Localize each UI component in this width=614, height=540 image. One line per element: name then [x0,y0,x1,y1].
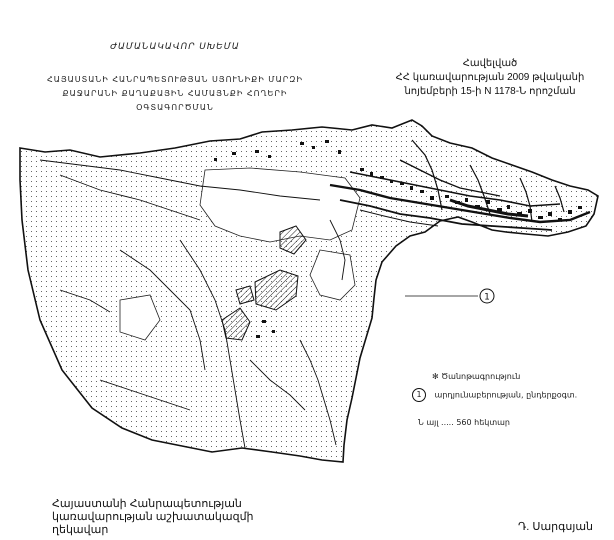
map-subtitle-line2: ՔԱՋԱՐԱՆԻ ՔԱՂԱՔԱՅԻՆ ՀԱՄԱՅՆՔԻ ՀՈՂԵՐԻ [62,89,288,98]
signatory-name: Դ. Սարգսյան [518,521,594,533]
legend-circle-icon: 1 [412,388,426,402]
community-boundary [20,120,598,462]
map-title: ԺԱՄԱՆԱԿԱՎՈՐ ՍԽԵՄԱ [110,42,240,52]
appendix-label: Հավելված [462,58,518,69]
marker-label-1: 1 [484,292,490,303]
signatory-title-line2: կառավարության աշխատակազմի [52,511,254,523]
signatory-title-line3: ղեկավար [52,524,109,536]
legend-item-industrial [412,388,602,402]
legend-area: Ն այլ ..... 560 հեկտար [418,418,510,427]
legend-industrial-label: արդյունաբերության, ընդերքօգտ. [434,390,578,400]
legend-note: ✻ Ծանոթագրություն [432,372,521,381]
decree-line2: նոյեմբերի 15-ի N 1178-Ն որոշման [404,86,576,97]
map-subtitle-line1: ՀԱՅԱՍՏԱՆԻ ՀԱՆՐԱՊԵՏՈՒԹՅԱՆ ՍՅՈՒՆԻՔԻ ՄԱՐԶԻ [47,75,303,84]
decree-line1: ՀՀ կառավարության 2009 թվականի [395,72,585,83]
map-subtitle-line3: ՕԳՏԱԳՈՐԾՄԱՆ [136,103,214,112]
signatory-title-line1: Հայաստանի Հանրապետության [52,498,242,510]
